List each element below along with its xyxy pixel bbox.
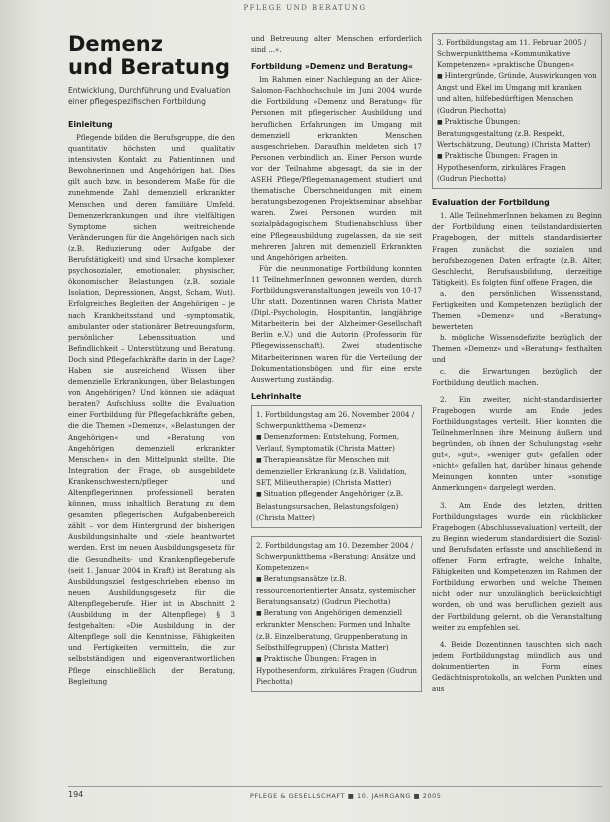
paragraph: Pflegende bilden die Berufsgruppe, die den quantitativ höchsten und qualitativ intensivsten Kontakt zu Patientinnen und Bewohnerinnen und Angehörigen hat. Dies gilt auch bzw. in besonderem Maße für die zunehmende Zahl demenziell erkrankter Menschen und deren familiäre Umfeld. Demenzerkrankungen und ihre vielfältigen Symptome sichen weitreichende Veränderungen für die Angehörigen nach sich (z.B. Reduzierung oder Aufgabe der Berufstätigkeit) und sind Ursache komplexer psychosozialer, emotionaler, physischer, ökonomischer Belastungen (z.B. soziale Isolation, Depressionen, Angst, Scham, Wut). Erfolgreiches Begleiten der Angehörigen – je nach Krankheitsstand und -symptomatik, ambulanter oder stationärer Betreuungsform, persönlicher Lebenssituation und Befindlichkeit – Unterstützung und Beratung. Doch sind Pflegefachkräfte darin in der Lage? Haben sie ausreichend Wissen über demenzielle Erkrankungen, über Belastungen von Angehörigen? Und können sie adäquat beraten? Aufschluss sollte die Evaluation einer Fortbildung für Pflegefachkräfte geben, die die Themen »Demenz«, »Belastungen der Angehörigen« und »Beratung von Angehörigen demenziell erkrankter Menschen« in den Mittelpunkt stellte. Die Integration der Frage, ob ausgebildete Krankenschwestern/pfleger und Altenpflegerinnen professionell beraten können, muss inhaltlich Beratung zu dem gesamten pflegerischen Aufgabenbereich zählt – vor dem Hintergrund der bisherigen Ausbildungsinhalte und -ziele beantwortet werden. Erst im neuen Ausbildungsgesetz für die Gesundheits- und Krankenpflegeberufe (seit 1. Januar 2004 in Kraft) ist Beratung als Ausbildungsziel festgeschrieben ebenso im neuen Ausbildungsgesetz für die Altenpflegeberufe. Hier ist in Abschnitt 2 (Ausbildung in der Altenpflege) § 3 festgehalten: »Die Ausbildung in der Altenpflege soll die Kenntnisse, Fähigkeiten und Fertigkeiten vermitteln, die zur selbstständigen und eigenverantwortlichen Pflege einschließlich der Beratung, Begleitung <box>68 133 235 686</box>
paragraph: Für die neunmonatige Fortbildung konnten 11 TeilnehmerInnen gewonnen werden, durch Fortbildungsveranstaltungen jeweils von 10-17 Uhr statt. Dozentinnen waren Christa Matter (Dipl.-Psychologin, Hospitantin, langjährige Mitarbeiterin bei der Alzheimer-Gesellschaft Berlin e.V.) und die Autorin (Professorin für Pflegewissenschaft). Zwei studentische Mitarbeiterinnen waren für die Verteilung der Dokumentationsbögen und für eine erste Auswertung zuständig. <box>251 263 422 384</box>
paragraph: und Betreuung alter Menschen erforderlich sind ...«. <box>251 34 422 55</box>
list-item: ■ Praktische Übungen: Fragen in Hypothesenform, zirkuläres Fragen (Gudrun Piechotta) <box>437 150 597 184</box>
section-heading-fortbildung: Fortbildung »Demenz und Beratung« <box>251 62 414 72</box>
article-title <box>68 33 235 79</box>
title-line-2: und Beratung <box>68 55 230 79</box>
paragraph: 3. Am Ende des letzten, dritten Fortbildungstages wurde ein rückblicker Fragebogen (Abschlussevaluation) verteilt, der zu Beginn wiederum standardisiert die Sozial- und Berufsdaten erfasste und anschließend in offener Form erfragte, welche Inhalte, Fähigkeiten und Kompetenzen im Rahmen der Fortbildung erworben und welche Themen nicht oder nur unzulänglich berücksichtigt worden, ob und was beruflichen gezielt aus der Fortbildung gelernt, ob die Veranstaltung weiter zu empfehlen sei. <box>432 500 602 632</box>
paragraph: a. den persönlichen Wissensstand, Fertigkeiten und Kompetenzen bezüglich der Themen »Demenz« und »Beratung« bewerteten <box>432 288 602 332</box>
column-2 <box>251 33 422 700</box>
section-heading-evaluation: Evaluation der Fortbildung <box>432 198 550 208</box>
paragraph: 4. Beide Dozentinnen tauschten sich nach jedem Fortbildungstag mündlich aus und dokumentierten in Form eines Gedächtnisprotokolls, an welchen Punkten und aus <box>432 639 602 694</box>
list-item: ■ Therapieansätze für Menschen mit demenzieller Erkrankung (z.B. Validation, SET, Milieutherapie) (Christa Matter) <box>256 454 417 488</box>
list-item: ■ Beratung von Angehörigen demenziell erkrankter Menschen: Formen und Inhalte (z.B. Einzelberatung, Gruppenberatung in Selbsthilfegruppen) (Christa Matter) <box>256 607 417 652</box>
list-item: ■ Praktische Übungen: Fragen in Hypothesenform, zirkuläres Fragen (Gudrun Piechotta) <box>256 653 417 687</box>
list-item: ■ Situation pflegender Angehöriger (z.B. Belastungsursachen, Belastungsfolgen) (Christa Matter) <box>256 488 417 522</box>
article-subtitle: Entwicklung, Durchführung und Evaluation einer pflegespezifischen Fortbildung <box>68 86 231 106</box>
journal-footer: PFLEGE & GESELLSCHAFT ■ 10. JAHRGANG ■ 2005 <box>250 792 442 800</box>
paragraph: b. mögliche Wissensdefizite bezüglich der Themen »Demenz« und »Beratung« festhalten und <box>432 333 602 365</box>
list-item: ■ Praktische Übungen: Beratungsgestaltung (z.B. Respekt, Wertschätzung, Deutung) (Christa Matter) <box>437 116 597 150</box>
paragraph: Im Rahmen einer Nachlegung an der Alice-Salomon-Fachhochschule im Juni 2004 wurde die Fortbildung »Demenz und Beratung« für Personen mit pflegerischer Ausbildung und beruflichen Erfahrungen im Umgang mit demenziell erkrankten Menschen ausgeschrieben. Daraufhin meldeten sich 17 Personen verbindlich an. Einer Person wurde vor der Teilnahme abgesagt, da sie in der ASEH Pflege/Pflegemanagement studiert und thematische Überschneidungen mit einem beratungsbezogenen Projektseminar absehbar waren. Zwei Personen wurden mit sozialpädagogischem Studienabschluss über eine Pflegeausbildung zugelassen, da sie seit mehreren Jahren mit demenziell Erkrankten und Angehörigen arbeiten. <box>251 75 422 262</box>
running-header: PFLEGE UND BERATUNG <box>243 4 367 12</box>
paragraph: 1. Alle TeilnehmerInnen bekamen zu Beginn der Fortbildung einen teilstandardisierten Fragebogen, der mittels standardisierter Fragen zunächst die sozialen und berufsbezogenen Daten erfragte (z.B. Alter, Geschlecht, Berufsausbildung, derzeitige Tätigkeit). Es folgten fünf offene Fragen, die <box>432 211 602 287</box>
page-number: 194 <box>68 790 84 799</box>
info-box-day-2 <box>251 536 422 692</box>
column-3 <box>432 33 602 694</box>
paragraph: c. die Erwartungen bezüglich der Fortbildung deutlich machen. <box>432 366 602 387</box>
list-item: ■ Hintergründe, Gründe, Auswirkungen von Angst und Ekel im Umgang mit kranken und alten, hilfebedürftigen Menschen (Gudrun Piechotta) <box>437 70 597 115</box>
paragraph: 2. Ein zweiter, nicht-standardisierter Fragebogen wurde am Ende jedes Fortbildungstages verteilt. Hier konnten die TeilnehmerInnen ihre Meinung äußern und begründen, ob ihnen der Schulungstag »sehr gut«, »gut«, »weniger gut« gefallen oder »nicht« gefallen hat, darüber hinaus gehende Meinungen konnten unter »sonstige Anmerkungen« dargelegt werden. <box>432 394 602 493</box>
column-1 <box>68 33 235 687</box>
section-heading-einleitung: Einleitung <box>68 120 113 129</box>
footer-divider <box>68 786 602 787</box>
box-title: 2. Fortbildungstag am 10. Dezember 2004 / Schwerpunktthema »Beratung: Ansätze und Kompetenzen« <box>256 540 416 572</box>
box-title: 3. Fortbildungstag am 11. Februar 2005 / Schwerpunktthema »Kommunikative Kompetenzen« »praktische Übungen« <box>437 38 587 70</box>
title-line-1: Demenz <box>68 33 163 56</box>
info-box-day-3 <box>432 33 602 189</box>
info-box-day-1 <box>251 405 422 528</box>
box-title: 1. Fortbildungstag am 26. November 2004 / Schwerpunktthema »Demenz« <box>256 409 415 430</box>
list-item: ■ Beratungsansätze (z.B. ressourcenorientierter Ansatz, systemischer Beratungsansatz) (Gudrun Piechotta) <box>256 573 417 607</box>
list-item: ■ Demenzformen: Entstehung, Formen, Verlauf, Symptomatik (Christa Matter) <box>256 431 417 454</box>
section-heading-lehrinhalte: Lehrinhalte <box>251 391 302 401</box>
